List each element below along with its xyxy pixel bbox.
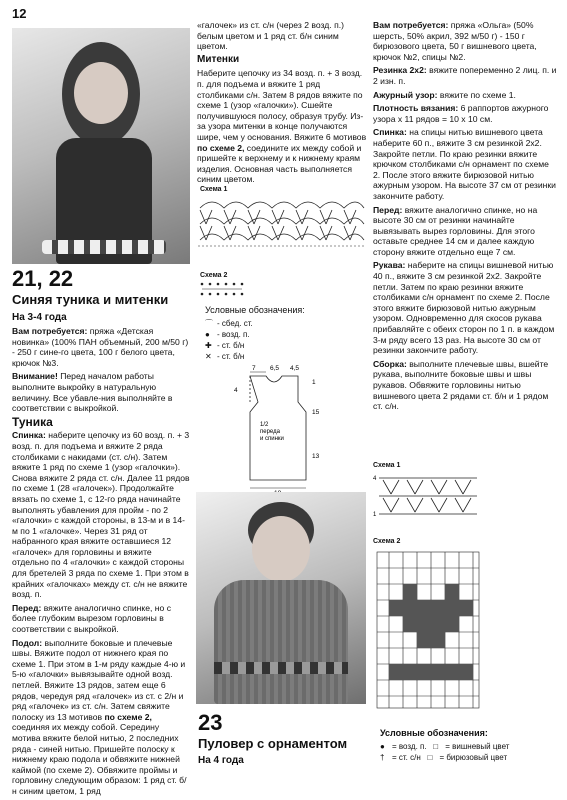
tunic-heading: Туника: [12, 414, 53, 429]
legend-item: ● = возд. п. □ = вишневый цвет: [380, 742, 510, 751]
legend-item: ✕ - ст. б/н: [205, 352, 245, 361]
pattern-num: 13: [312, 453, 320, 460]
section-number: 21, 22: [12, 266, 74, 291]
section-title: Пуловер с орнаментом: [198, 736, 348, 751]
pattern-label: 1/2: [260, 422, 269, 428]
right-paragraph: Спинка: на спицы нитью вишневого цвета наберите 60 п., вяжите 3 см резинкой 2x2. Закройте петли. По краю резинки вяжите крючком столбиками с/н орнамент по схеме 2. После этого вяжите бирюзовой нитью ажурным узором. На высоте 37 см от резинки закончите работу.: [373, 127, 556, 201]
scheme1-label-right: Схема 1: [373, 462, 401, 469]
pattern-num: 1: [312, 379, 316, 386]
scheme1-chart-left: [198, 194, 366, 252]
pattern-num: 6,5: [270, 365, 280, 372]
section-age: На 3-4 года: [12, 312, 67, 323]
right-paragraph: Рукава: наберите на спицы вишневой нитью 40 п., вяжите 3 см резинкой 2x2. Закройте петли. Затем по краю резинки вяжите столбиками с/н орнамент по схеме 2. После этого вяжите бирюзовой нитью ажурным узором. Одновременно для скосов рукава прибавляйте с обеих сторон по 1 п. в каждом 3-м ряду всего 13 раз. На высоте 30 см от резинки закончите работу.: [373, 260, 555, 356]
legend-item: ● - возд. п.: [205, 330, 250, 339]
column-3: [373, 20, 557, 415]
photo-girl-tunic: [12, 28, 190, 264]
right-paragraph: Сборка: выполните плечевые швы, вшейте рукава, выполните боковые швы и швы рукавов. Обвяжите горловины нитью вишневого цвета 2 рядами ст. б/н и 1 рядом ст. с/н.: [373, 358, 549, 412]
tunic-back-paragraph: Спинка: наберите цепочку из 60 возд. п. + 3 возд. п. для подъема и вяжите 2 ряда столбиками с накидами (ст. с/н). Затем вяжите 1 ряд по схеме 1 (узор «галочки»). Снова вяжите 2 ряда ст. с/н. Далее 11 рядов по схеме 1 (28 «галочек»). Продолжайте вязать по схеме 1, с 12-го ряда начинайте выполнять убавления для пройм - по 2 «галочки» с каждой стороны, в 13-м и в 14-м по 1 «галочке». Через 31 ряд от набранного края вяжите оставшиеся 12 «галочек» для горловины и вяжите отдельно по 4 «галочки» с каждой стороны для бретелей 3 ряда по схеме 1. При этом в крайних «галочках» между ст. с/н не вяжите возд. п.: [12, 430, 190, 600]
column-2: [197, 20, 367, 188]
legend-item: ✚ - ст. б/н: [205, 341, 245, 350]
materials-paragraph: Вам потребуется: пряжа «Детская новинка» (100% ПАН объемный, 200 м/50 г) - 250 г сине-го цвета, 100 г белого цвета, крючок №3.: [12, 326, 189, 368]
tunic-front-paragraph: Перед: вяжите аналогично спинке, но с более глубоким вырезом горловины в соответствии с выкройкой.: [12, 602, 172, 635]
legend-item: ⌒ - сбед. ст.: [205, 319, 253, 328]
right-paragraph: Резинка 2x2: вяжите попеременно 2 лиц. п. и 2 изн. п.: [373, 65, 557, 86]
scheme1-chart-right: [373, 470, 483, 526]
pattern-label: и спинки: [260, 436, 284, 442]
pattern-num: 7: [252, 365, 256, 372]
legend-title: Условные обозначения:: [380, 728, 488, 738]
mittens-heading: Митенки: [197, 53, 240, 65]
scheme1-label-left: Схема 1: [200, 186, 228, 193]
section-age: На 4 года: [198, 755, 244, 766]
right-paragraph: Вам потребуется: пряжа «Ольга» (50% шерсть, 50% акрил, 392 м/50 г) - 150 г бирюзового цвета, 50 г вишневого цвета, крючок №2, спицы №2.: [373, 20, 537, 62]
right-paragraph: Плотность вязания: 6 раппортов ажурного узора х 11 рядов = 10 х 10 см.: [373, 103, 549, 124]
scheme2-label-right: Схема 2: [373, 538, 401, 545]
right-paragraph: Перед: вяжите аналогично спинке, но на высоте 30 см от резинки начинайте вывязывать вырез горловины. Для этого оставьте среднее 14 см и далее каждую сторону вяжите отдельно еще 7 см.: [373, 204, 538, 257]
attention-paragraph: Внимание! Перед началом работы выполните выкройку в натуральную величину. Все убавле-ния выполняйте в соответствии с выкройкой.: [12, 371, 173, 414]
section-title: Синяя туника и митенки: [12, 292, 169, 307]
svg-text:4: 4: [373, 476, 377, 482]
tunic-hem-paragraph: Подол: выполните боковые и плечевые швы. Вяжите подол от нижнего края по схеме 1. При этом в 1-м ряду каждые 4-ю и 5-ю «галочки» вывязывайте одной возд. петлей. Вяжите 13 рядов, затем еще 6 рядов, чередуя ряд «галочек» из ст. с 2/н и ряд «галочек» из ст. с/н. Затем свяжите полоску из 13 мотивов по схеме 2, соединяя их между собой. Середину мотива вяжите белой нитью, 2 последних ряда - синей нитью. Пришейте полоску к нижнему краю подола и обвяжите нижней каймой (по схеме 2). Обвяжите проймы и горловину следующим образом: 1 ряд ст. б/н синим цветом, 1 ряд: [12, 637, 187, 796]
section-number: 23: [198, 710, 223, 735]
svg-text:1: 1: [373, 512, 377, 518]
photo-boy-pullover: [196, 492, 366, 704]
scheme2-label-left: Схема 2: [200, 272, 228, 279]
legend-right: [380, 728, 509, 763]
legend-left: [205, 305, 305, 362]
scheme2-chart-right: [373, 548, 483, 713]
pattern-num: 4,5: [290, 365, 300, 372]
mittens-paragraph: Наберите цепочку из 34 возд. п. + 3 возд. п. для подъема и вяжите 1 ряд столбиками с/н. Затем 8 рядов вяжите по схеме 1 (узор «галочки»). Сшейте получившуюся полосу, образуя трубу. Из-за узора митенки в конце получаются шире, чем у основания. Вяжите 6 мотивов по схеме 2, соедините их между собой и пришейте к верхнему и к нижнему краям изделия. Основная часть выполняется синим цветом.: [197, 68, 367, 185]
pattern-schematic: [230, 362, 330, 496]
legend-item: † = ст. с/н □ = бирюзовый цвет: [380, 753, 508, 762]
pattern-label: переда: [260, 429, 280, 435]
pattern-num: 4: [234, 387, 238, 394]
pattern-num: 15: [312, 409, 320, 416]
page-number: 12: [12, 6, 27, 21]
scheme2-chart-left: [198, 280, 258, 300]
right-paragraph: Ажурный узор: вяжите по схеме 1.: [373, 89, 516, 100]
tunic-continued: «галочек» из ст. с/н (через 2 возд. п.) белым цветом и 1 ряд ст. б/н синим цветом.: [197, 20, 344, 52]
column-1: [12, 326, 190, 800]
legend-title: Условные обозначения:: [205, 305, 305, 315]
